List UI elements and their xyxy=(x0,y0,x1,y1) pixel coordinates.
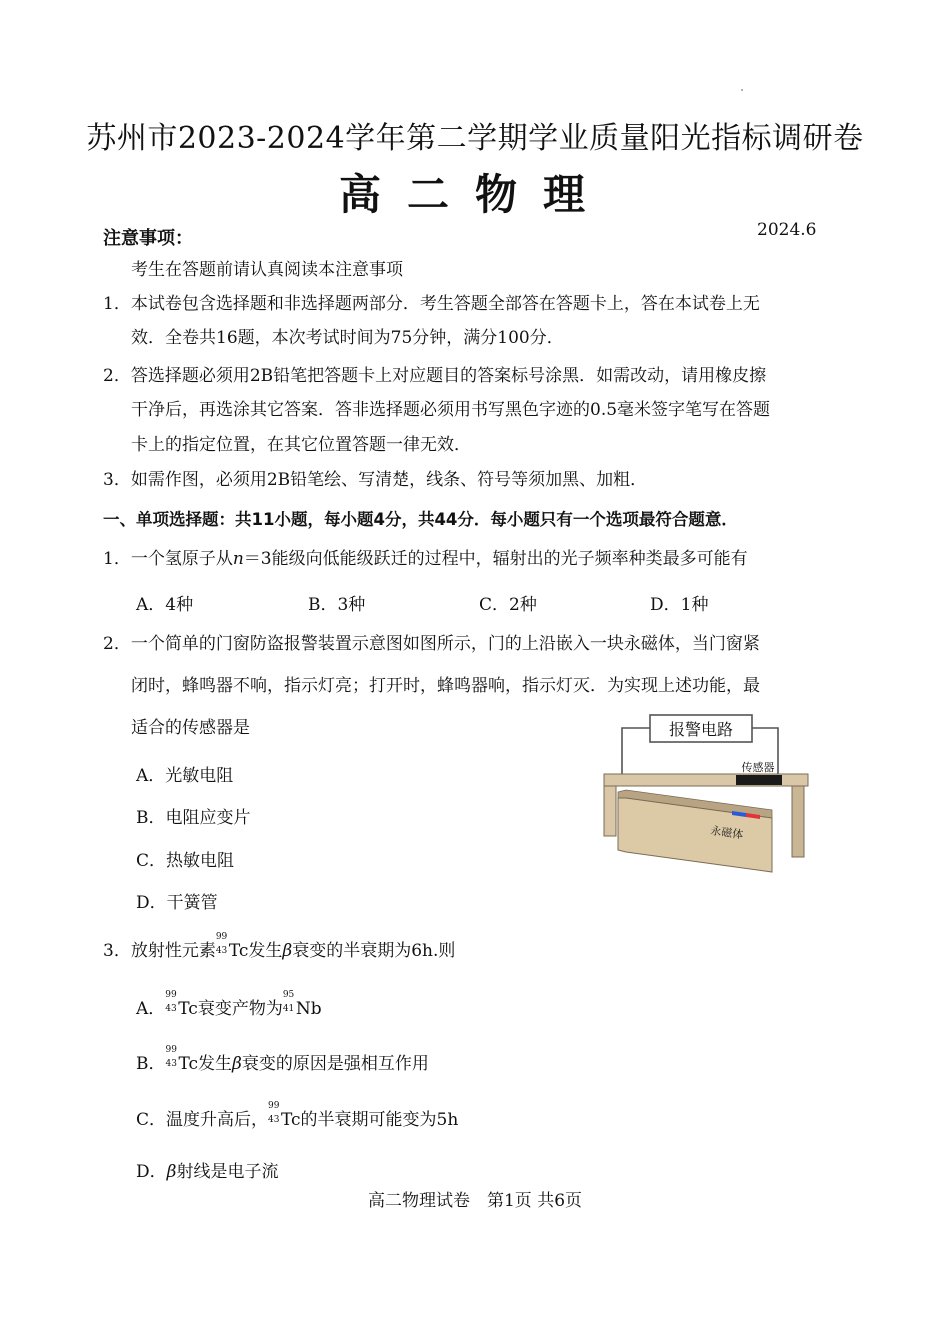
question-3-option-a: A． 99 43 Tc衰变产物为 95 41 Nb xyxy=(136,990,322,1019)
alarm-circuit-label: 报警电路 xyxy=(668,720,734,739)
exam-title: 苏州市2023-2024学年第二学期学业质量阳光指标调研卷 xyxy=(86,121,864,156)
question-3-option-d: D．β射线是电子流 xyxy=(136,1162,279,1182)
sensor-block xyxy=(736,775,782,785)
sensor-label: 传感器 xyxy=(741,761,775,774)
subject-title: 高二物理 xyxy=(338,170,611,219)
notice-item-2-line-2: 干净后，再选涂其它答案．答非选择题必须用书写黑色字迹的0.5毫米签字笔写在答题 xyxy=(131,400,771,420)
door-frame-left xyxy=(604,786,616,836)
question-2-option-a: A．光敏电阻 xyxy=(136,766,234,786)
wire-left xyxy=(622,728,650,778)
question-1-option-d: D．1种 xyxy=(650,595,709,615)
tc-nuclide: 99 43 xyxy=(215,932,228,956)
notice-item-1-line-1: 1．本试卷包含选择题和非选择题两部分．考生答题全部答在答题卡上，答在本试卷上无 xyxy=(103,294,760,314)
notice-item-2-line-3: 卡上的指定位置，在其它位置答题一律无效． xyxy=(131,435,471,455)
question-2-option-b: B．电阻应变片 xyxy=(136,808,251,828)
page-footer: 高二物理试卷 第1页 共6页 xyxy=(367,1191,583,1211)
exam-date: 2024.6 xyxy=(757,220,817,240)
question-1-option-a: A．4种 xyxy=(136,595,194,615)
scan-speck xyxy=(741,89,743,91)
question-1-option-b: B．3种 xyxy=(308,595,366,615)
question-1-option-c: C．2种 xyxy=(479,595,537,615)
notice-heading: 注意事项： xyxy=(103,228,193,249)
question-3-stem: 3．放射性元素 99 43 Tc发生β衰变的半衰期为6h.则 xyxy=(103,932,456,961)
question-3-option-c: C．温度升高后， 99 43 Tc的半衰期可能变为5h xyxy=(136,1101,459,1130)
notice-item-2-line-1: 2．答选择题必须用2B铅笔把答题卡上对应题目的答案标号涂黑．如需改动，请用橡皮擦 xyxy=(103,366,767,386)
question-2-option-d: D．干簧管 xyxy=(136,893,218,913)
question-2-option-c: C．热敏电阻 xyxy=(136,851,235,871)
magnet-label: 永磁体 xyxy=(709,824,745,842)
door-frame-right xyxy=(792,786,804,857)
question-2-line-3: 适合的传感器是 xyxy=(131,718,250,738)
question-1-stem: 1．一个氢原子从n＝3能级向低能级跃迁的过程中，辐射出的光子频率种类最多可能有 xyxy=(103,549,748,569)
notice-intro: 考生在答题前请认真阅读本注意事项 xyxy=(131,260,403,280)
question-2-line-1: 2．一个简单的门窗防盗报警装置示意图如图所示，门的上沿嵌入一块永磁体，当门窗紧 xyxy=(103,634,760,654)
section-1-heading: 一、单项选择题：共11小题，每小题4分，共44分．每小题只有一个选项最符合题意． xyxy=(103,510,738,529)
nb-nuclide: 95 41 xyxy=(282,990,295,1014)
notice-item-1-line-2: 效．全卷共16题，本次考试时间为75分钟，满分100分． xyxy=(131,328,564,348)
question-2-line-2: 闭时，蜂鸣器不响，指示灯亮；打开时，蜂鸣器响，指示灯灭．为实现上述功能，最 xyxy=(131,676,760,696)
notice-item-3: 3．如需作图，必须用2B铅笔绘、写清楚，线条、符号等须加黑、加粗． xyxy=(103,470,648,490)
door-alarm-figure xyxy=(600,712,812,877)
question-3-option-b: B． 99 43 Tc发生β衰变的原因是强相互作用 xyxy=(136,1045,429,1074)
